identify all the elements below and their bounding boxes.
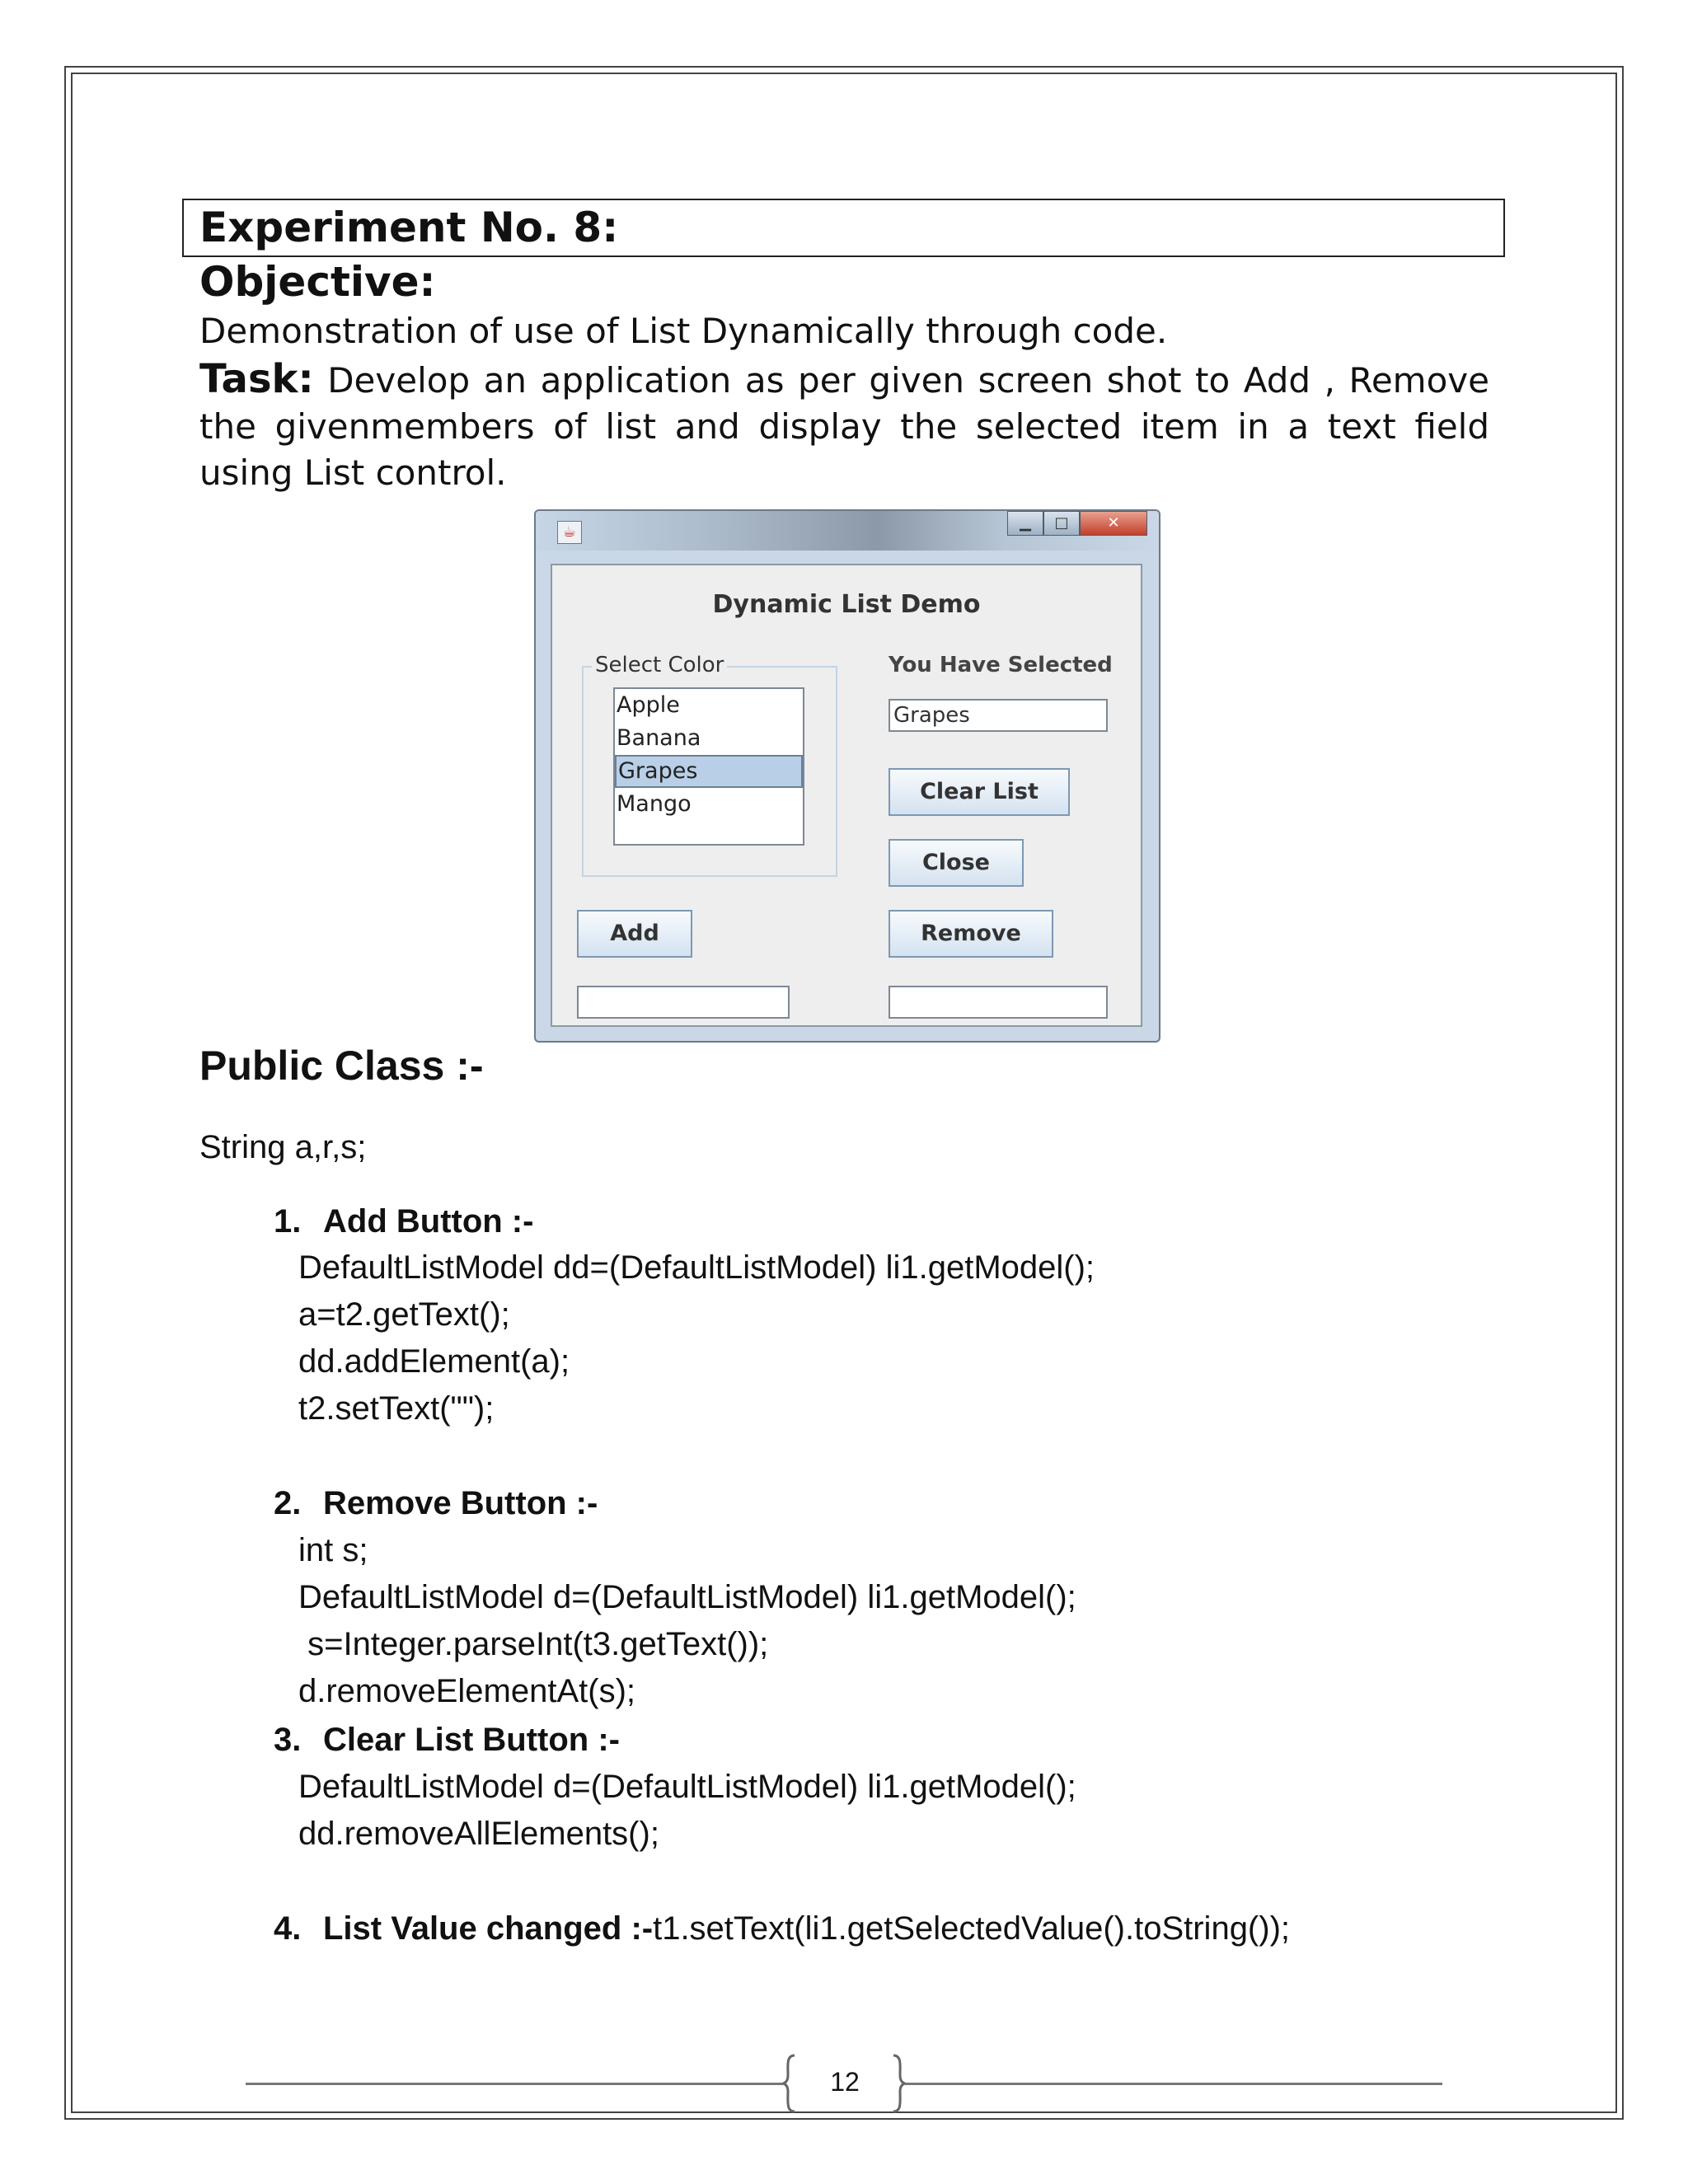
experiment-title: Experiment No. 8: bbox=[199, 204, 619, 251]
remove-button[interactable]: Remove bbox=[889, 910, 1053, 958]
public-class-heading: Public Class :- bbox=[199, 1043, 484, 1089]
code-line: dd.addElement(a); bbox=[298, 1343, 570, 1380]
window-controls bbox=[1007, 511, 1147, 536]
clear-list-button[interactable]: Clear List bbox=[889, 768, 1070, 816]
minimize-icon[interactable]: ▁ bbox=[1007, 511, 1043, 536]
step-heading bbox=[274, 1200, 533, 1243]
dialog-title: Dynamic List Demo bbox=[712, 590, 981, 619]
remove-index-field[interactable] bbox=[889, 986, 1108, 1019]
objective-text: Demonstration of use of List Dynamically through code. bbox=[199, 311, 1168, 351]
list-item[interactable]: Banana bbox=[617, 725, 701, 751]
page-number: 12 bbox=[830, 2067, 860, 2097]
code-line: DefaultListModel d=(DefaultListModel) li1.getModel(); bbox=[298, 1769, 1076, 1805]
right-brace-icon bbox=[890, 2054, 907, 2113]
step-label: Clear List Button :- bbox=[323, 1722, 620, 1758]
code-line: DefaultListModel d=(DefaultListModel) li1.getModel(); bbox=[298, 1579, 1076, 1615]
java-app-icon: ☕ bbox=[557, 521, 582, 544]
task-paragraph bbox=[199, 356, 1489, 496]
step-number: 1. bbox=[274, 1203, 302, 1240]
step-label: List Value changed :- bbox=[323, 1910, 654, 1947]
select-color-label: Select Color bbox=[592, 653, 727, 677]
color-list[interactable] bbox=[613, 687, 804, 846]
add-item-field[interactable] bbox=[577, 986, 790, 1019]
dynamic-list-window bbox=[534, 509, 1160, 1043]
step-heading bbox=[274, 1907, 1290, 1950]
code-line: DefaultListModel dd=(DefaultListModel) li1.getModel(); bbox=[298, 1249, 1095, 1286]
add-button[interactable]: Add bbox=[577, 910, 692, 958]
code-line: t2.setText(""); bbox=[298, 1390, 495, 1427]
window-client-area bbox=[551, 564, 1142, 1027]
step-label: Add Button :- bbox=[323, 1203, 534, 1240]
step-heading bbox=[274, 1482, 598, 1525]
selected-item-field[interactable]: Grapes bbox=[889, 699, 1108, 732]
footer-rule-right bbox=[905, 2083, 1442, 2085]
task-text: Develop an application as per given screen shot to Add , Remove the givenmembers of list and display the selected item in a text field using List control. bbox=[199, 360, 1489, 493]
task-label: Task: bbox=[199, 356, 314, 402]
step-heading bbox=[274, 1718, 620, 1761]
step-number: 3. bbox=[274, 1722, 302, 1758]
you-have-selected-label: You Have Selected bbox=[889, 653, 1113, 677]
step-number: 2. bbox=[274, 1485, 302, 1521]
window-titlebar[interactable] bbox=[536, 511, 1159, 551]
code-line: int s; bbox=[298, 1532, 368, 1568]
list-item[interactable]: Mango bbox=[617, 791, 692, 817]
maximize-icon[interactable]: □ bbox=[1043, 511, 1080, 536]
close-icon[interactable]: ✕ bbox=[1080, 511, 1147, 536]
step-label: Remove Button :- bbox=[323, 1485, 598, 1521]
code-line: dd.removeAllElements(); bbox=[298, 1816, 659, 1852]
step-number: 4. bbox=[274, 1910, 302, 1947]
left-brace-icon bbox=[781, 2054, 798, 2113]
list-item[interactable]: Grapes bbox=[615, 755, 803, 788]
objective-heading: Objective: bbox=[199, 258, 436, 306]
code-line: a=t2.getText(); bbox=[298, 1296, 510, 1333]
code-line: d.removeElementAt(s); bbox=[298, 1673, 636, 1709]
code-line: s=Integer.parseInt(t3.getText()); bbox=[298, 1626, 769, 1662]
list-item[interactable]: Apple bbox=[617, 692, 680, 718]
close-button[interactable]: Close bbox=[889, 839, 1024, 887]
code-inline: t1.setText(li1.getSelectedValue().toString()); bbox=[653, 1910, 1291, 1947]
declaration-line: String a,r,s; bbox=[199, 1129, 367, 1165]
footer-rule-left bbox=[246, 2083, 783, 2085]
